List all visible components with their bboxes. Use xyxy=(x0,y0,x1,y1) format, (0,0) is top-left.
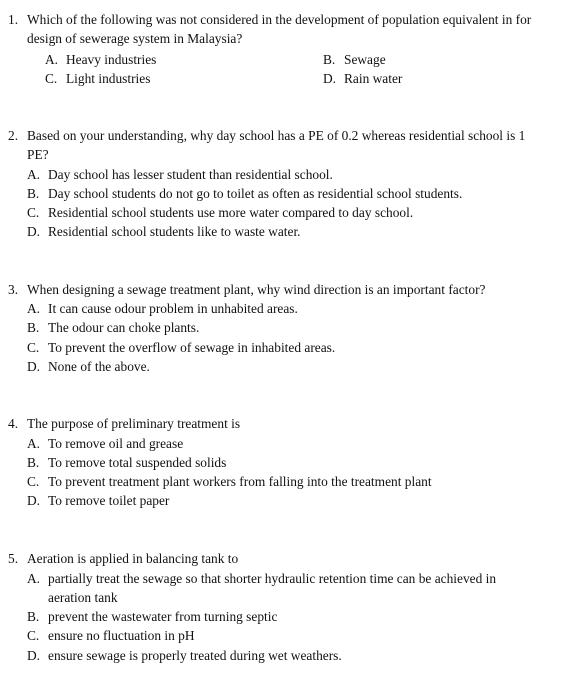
question-number: 1. xyxy=(8,12,19,27)
option-text: None of the above. xyxy=(48,359,150,374)
option-text: It can cause odour problem in unhabited areas. xyxy=(48,301,298,316)
option-letter: D. xyxy=(27,493,41,508)
option-text: Heavy industries xyxy=(66,52,157,67)
option-letter: A. xyxy=(27,436,41,451)
option-letter: D. xyxy=(27,224,41,239)
question-number: 3. xyxy=(8,282,19,297)
question-stem-line: When designing a sewage treatment plant, why wind direction is an important factor? xyxy=(27,282,486,297)
option-letter: A. xyxy=(27,301,41,316)
option-text: The odour can choke plants. xyxy=(48,320,200,335)
option-text: Sewage xyxy=(344,52,386,67)
option-text: Light industries xyxy=(66,71,151,86)
option-text: Residential school students use more water compared to day school. xyxy=(48,205,414,220)
question-number: 2. xyxy=(8,128,19,143)
question-stem-line: Aeration is applied in balancing tank to xyxy=(27,551,239,566)
option-text: To prevent treatment plant workers from falling into the treatment plant xyxy=(48,474,432,489)
option-letter: C. xyxy=(27,474,40,489)
option-letter: B. xyxy=(27,609,40,624)
option-letter: D. xyxy=(27,359,41,374)
option-text: partially treat the sewage so that shorter hydraulic retention time can be achieved in xyxy=(48,571,497,586)
option-text: Day school has lesser student than residential school. xyxy=(48,167,333,182)
option-letter: C. xyxy=(27,340,40,355)
option-text: Rain water xyxy=(344,71,403,86)
option-text: Day school students do not go to toilet as often as residential school students. xyxy=(48,186,463,201)
option-letter: B. xyxy=(27,320,40,335)
option-letter: B. xyxy=(323,52,336,67)
option-letter: A. xyxy=(45,52,59,67)
option-letter: B. xyxy=(27,186,40,201)
option-text: To prevent the overflow of sewage in inhabited areas. xyxy=(48,340,336,355)
option-letter: C. xyxy=(27,205,40,220)
question-number: 4. xyxy=(8,416,19,431)
question-stem-line: Which of the following was not considered in the development of population equivalent in for xyxy=(27,12,532,27)
question-stem-line: The purpose of preliminary treatment is xyxy=(27,416,241,431)
option-text: To remove total suspended solids xyxy=(48,455,227,470)
question-stem-line: PE? xyxy=(27,147,49,162)
question-stem-line: design of sewerage system in Malaysia? xyxy=(27,31,243,46)
option-letter: C. xyxy=(45,71,58,86)
option-text-continuation: aeration tank xyxy=(48,590,118,605)
question-stem-line: Based on your understanding, why day school has a PE of 0.2 whereas residential school is 1 xyxy=(27,128,526,143)
option-letter: D. xyxy=(323,71,337,86)
option-letter: A. xyxy=(27,167,41,182)
option-letter: C. xyxy=(27,628,40,643)
option-text: ensure no fluctuation in pH xyxy=(48,628,195,643)
option-letter: B. xyxy=(27,455,40,470)
option-letter: D. xyxy=(27,648,41,663)
option-letter: A. xyxy=(27,571,41,586)
option-text: To remove oil and grease xyxy=(48,436,184,451)
option-text: prevent the wastewater from turning septic xyxy=(48,609,278,624)
option-text: ensure sewage is properly treated during wet weathers. xyxy=(48,648,342,663)
question-number: 5. xyxy=(8,551,19,566)
option-text: Residential school students like to waste water. xyxy=(48,224,301,239)
option-text: To remove toilet paper xyxy=(48,493,170,508)
